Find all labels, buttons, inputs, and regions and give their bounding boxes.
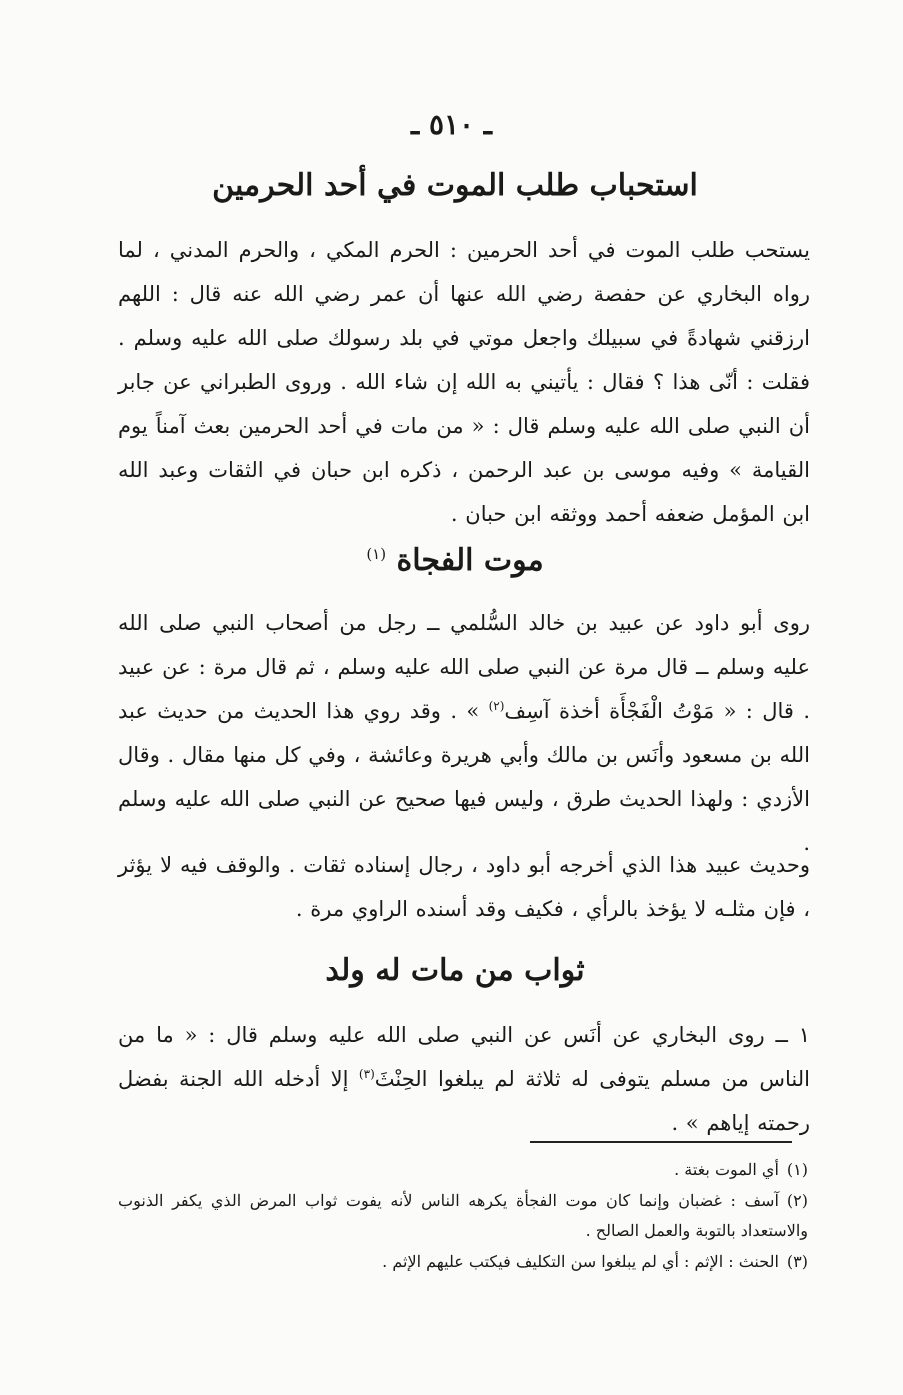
footnote-3	[118, 1247, 808, 1277]
paragraph-text: إلا أدخله الله الجنة بفضل رحمته إياهم » .	[118, 1067, 810, 1135]
footnote-divider	[530, 1141, 792, 1143]
page-number: ـ ٥١٠ ـ	[410, 108, 493, 141]
paragraph-sudden-death-1	[118, 601, 810, 865]
section-title-haramayn: استحباب طلب الموت في أحد الحرمين	[212, 168, 698, 203]
footnote-number: (٣)	[786, 1252, 808, 1271]
footnote-text: الحنث : الإثم : أي لم يبلغوا سن التكليف فيكتب عليهم الإثم .	[382, 1252, 779, 1271]
footnote-text: آسف : غضبان وإنما كان موت الفجأة يكرهه الناس لأنه يفوت ثواب المرض الذي يكفر الذنوب والاستعداد بالتوبة والعمل الصالح .	[118, 1191, 808, 1240]
paragraph-haramayn: يستحب طلب الموت في أحد الحرمين : الحرم المكي ، والحرم المدني ، لما رواه البخاري عن حفصة رضي الله عنها أن عمر رضي الله عنه قال : اللهم ارزقني شهادةً في سبيلك واجعل موتي في بلد رسولك صلى الله عليه وسلم . فقلت : أنّى هذا ؟ فقال : يأتيني به الله إن شاء الله . وروى الطبراني عن جابر أن النبي صلى الله عليه وسلم قال : « من مات في أحد الحرمين بعث آمناً يوم القيامة » وفيه موسى بن عبد الرحمن ، ذكره ابن حبان في الثقات وعبد الله ابن المؤمل ضعفه أحمد ووثقه ابن حبان .	[118, 238, 810, 526]
footnote-ref-1: (١)	[366, 545, 387, 563]
footnote-ref-2: (٢)	[488, 699, 505, 713]
paragraph-reward	[118, 1013, 810, 1145]
paragraph-sudden-death-2: وحديث عبيد هذا الذي أخرجه أبو داود ، رجال إسناده ثقات . والوقف فيه لا يؤثر ، فإن مثلـه لا يؤخذ بالرأي ، فكيف وقد أسنده الراوي مرة .	[118, 853, 810, 921]
section-title-reward: ثواب من مات له ولد	[325, 953, 585, 988]
section-title-text: موت الفجاة	[396, 543, 544, 578]
footnote-2	[118, 1186, 808, 1246]
footnote-number: (٢)	[786, 1191, 808, 1210]
footnote-text: أي الموت بغتة .	[674, 1160, 779, 1179]
footnote-number: (١)	[786, 1160, 808, 1179]
footnote-1	[118, 1155, 808, 1185]
paragraph-text: روى أبو داود عن عبيد بن خالد السُّلمي ــ رجل من أصحاب النبي صلى الله عليه وسلم ــ قال مرة عن النبي صلى الله عليه وسلم ، ثم قال مرة : عن عبيد . قال : « مَوْتُ الْفَجْأَة أخذة آسِف	[118, 611, 810, 723]
paragraph-text: ١ ــ روى البخاري عن أنَس عن النبي صلى الله عليه وسلم قال : « ما من الناس من مسلم يتوفى له ثلاثة لم يبلغوا الحِنْثَ	[118, 1023, 810, 1091]
paragraph-text: » . وقد روي هذا الحديث من حديث عبد الله بن مسعود وأنَس بن مالك وأبي هريرة وعائشة ، وفي كل منها مقال . وقال الأزدي : ولهذا الحديث طرق ، وليس فيها صحيح عن النبي صلى الله عليه وسلم .	[118, 699, 810, 855]
footnote-ref-3: (٣)	[358, 1067, 375, 1081]
section-title-sudden-death	[110, 543, 800, 578]
